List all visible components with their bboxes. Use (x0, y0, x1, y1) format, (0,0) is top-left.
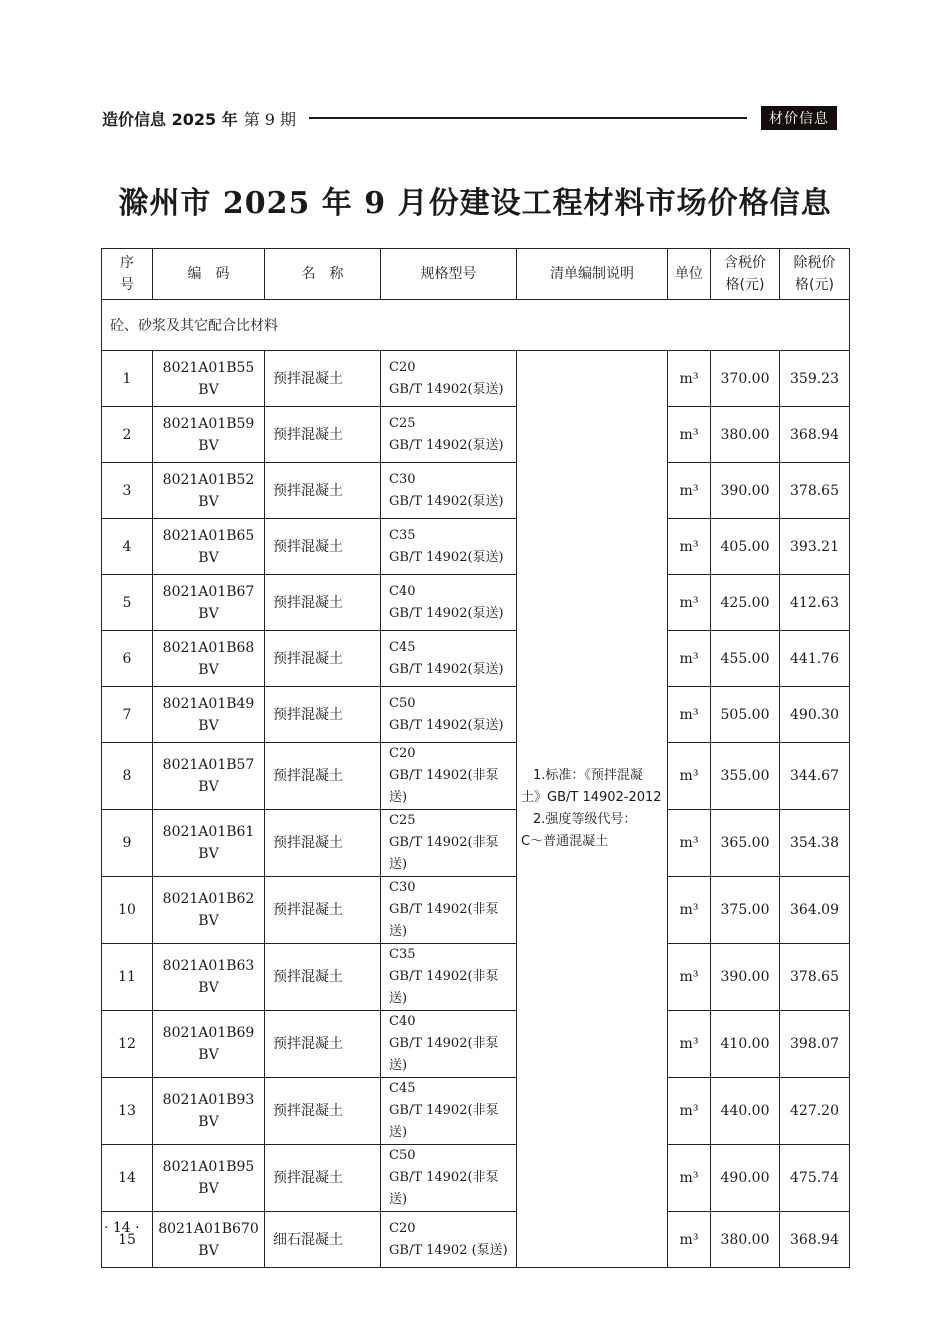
cell-seq: 2 (102, 407, 153, 463)
table-row (102, 877, 850, 944)
cell-name: 预拌混凝土 (265, 1011, 381, 1078)
table-row (102, 1011, 850, 1078)
cell-name: 预拌混凝土 (265, 743, 381, 810)
cell-price-tax: 505.00 (711, 687, 780, 743)
cell-price-tax: 380.00 (711, 407, 780, 463)
header-note: 清单编制说明 (517, 249, 668, 300)
table-row (102, 1078, 850, 1145)
cell-spec: C50 GB/T 14902(泵送) (381, 687, 517, 743)
section-title: 砼、砂浆及其它配合比材料 (102, 300, 850, 351)
cell-name: 预拌混凝土 (265, 687, 381, 743)
cell-name: 预拌混凝土 (265, 944, 381, 1011)
cell-code: 8021A01B69 BV (153, 1011, 265, 1078)
cell-unit: m³ (668, 743, 711, 810)
cell-name: 预拌混凝土 (265, 631, 381, 687)
header-name: 名 称 (265, 249, 381, 300)
cell-code: 8021A01B52 BV (153, 463, 265, 519)
cell-price-tax: 370.00 (711, 351, 780, 407)
cell-seq: 5 (102, 575, 153, 631)
cell-price-notax: 344.67 (780, 743, 850, 810)
cell-seq: 14 (102, 1145, 153, 1212)
cell-code: 8021A01B65 BV (153, 519, 265, 575)
cell-seq: 3 (102, 463, 153, 519)
table-row (102, 463, 850, 519)
header-spec: 规格型号 (381, 249, 517, 300)
cell-price-tax: 365.00 (711, 810, 780, 877)
table-row (102, 1145, 850, 1212)
table-row (102, 810, 850, 877)
table-row (102, 351, 850, 407)
cell-price-notax: 354.38 (780, 810, 850, 877)
cell-unit: m³ (668, 1212, 711, 1268)
table-row (102, 743, 850, 810)
cell-spec: C25 GB/T 14902(非泵送) (381, 810, 517, 877)
cell-seq: 10 (102, 877, 153, 944)
cell-seq: 9 (102, 810, 153, 877)
cell-code: 8021A01B63 BV (153, 944, 265, 1011)
cell-unit: m³ (668, 407, 711, 463)
cell-spec: C45 GB/T 14902(非泵送) (381, 1078, 517, 1145)
cell-price-notax: 475.74 (780, 1145, 850, 1212)
cell-code: 8021A01B55 BV (153, 351, 265, 407)
cell-code: 8021A01B67 BV (153, 575, 265, 631)
cell-price-notax: 427.20 (780, 1078, 850, 1145)
table-row (102, 519, 850, 575)
cell-seq: 12 (102, 1011, 153, 1078)
cell-code: 8021A01B68 BV (153, 631, 265, 687)
cell-name: 预拌混凝土 (265, 575, 381, 631)
cell-spec: C45 GB/T 14902(泵送) (381, 631, 517, 687)
cell-price-notax: 359.23 (780, 351, 850, 407)
cell-price-tax: 380.00 (711, 1212, 780, 1268)
table-row (102, 687, 850, 743)
cell-name: 预拌混凝土 (265, 463, 381, 519)
cell-price-tax: 405.00 (711, 519, 780, 575)
cell-unit: m³ (668, 575, 711, 631)
cell-code: 8021A01B95 BV (153, 1145, 265, 1212)
cell-price-tax: 410.00 (711, 1011, 780, 1078)
cell-unit: m³ (668, 463, 711, 519)
header-code: 编 码 (153, 249, 265, 300)
table-row (102, 407, 850, 463)
cell-unit: m³ (668, 1145, 711, 1212)
cell-price-tax: 440.00 (711, 1078, 780, 1145)
cell-note-shared: 1.标准：《预拌混凝 土》GB/T 14902-2012 2.强度等级代号： C～普通混凝土 (517, 351, 668, 1268)
cell-name: 预拌混凝土 (265, 519, 381, 575)
section-badge: 材价信息 (761, 106, 837, 130)
cell-seq: 7 (102, 687, 153, 743)
publication-info (102, 107, 296, 130)
page-number: · 14 · (104, 1220, 140, 1236)
cell-spec: C20 GB/T 14902(非泵送) (381, 743, 517, 810)
cell-spec: C20 GB/T 14902 (泵送) (381, 1212, 517, 1268)
table-row (102, 1212, 850, 1268)
cell-name: 预拌混凝土 (265, 407, 381, 463)
cell-price-notax: 378.65 (780, 944, 850, 1011)
cell-price-tax: 390.00 (711, 944, 780, 1011)
cell-spec: C35 GB/T 14902(非泵送) (381, 944, 517, 1011)
cell-spec: C50 GB/T 14902(非泵送) (381, 1145, 517, 1212)
cell-seq: 11 (102, 944, 153, 1011)
cell-unit: m³ (668, 1011, 711, 1078)
cell-price-notax: 368.94 (780, 407, 850, 463)
running-header (102, 105, 837, 131)
cell-unit: m³ (668, 631, 711, 687)
cell-price-notax: 393.21 (780, 519, 850, 575)
cell-code: 8021A01B62 BV (153, 877, 265, 944)
cell-unit: m³ (668, 877, 711, 944)
cell-unit: m³ (668, 351, 711, 407)
cell-price-tax: 355.00 (711, 743, 780, 810)
cell-code: 8021A01B49 BV (153, 687, 265, 743)
cell-spec: C40 GB/T 14902(非泵送) (381, 1011, 517, 1078)
cell-code: 8021A01B59 BV (153, 407, 265, 463)
cell-code: 8021A01B670 BV (153, 1212, 265, 1268)
cell-price-notax: 398.07 (780, 1011, 850, 1078)
table-row (102, 631, 850, 687)
cell-spec: C40 GB/T 14902(泵送) (381, 575, 517, 631)
cell-unit: m³ (668, 944, 711, 1011)
cell-name: 预拌混凝土 (265, 351, 381, 407)
header-rule (309, 117, 747, 119)
cell-seq: 15 (102, 1212, 153, 1268)
cell-price-tax: 390.00 (711, 463, 780, 519)
cell-spec: C35 GB/T 14902(泵送) (381, 519, 517, 575)
cell-price-notax: 368.94 (780, 1212, 850, 1268)
cell-name: 预拌混凝土 (265, 1078, 381, 1145)
cell-unit: m³ (668, 687, 711, 743)
cell-spec: C30 GB/T 14902(非泵送) (381, 877, 517, 944)
cell-name: 预拌混凝土 (265, 1145, 381, 1212)
cell-price-notax: 490.30 (780, 687, 850, 743)
page-title: 滁州市 2025 年 9 月份建设工程材料市场价格信息 (118, 186, 832, 221)
cell-seq: 8 (102, 743, 153, 810)
cell-name: 细石混凝土 (265, 1212, 381, 1268)
cell-price-tax: 455.00 (711, 631, 780, 687)
header-seq: 序 号 (102, 249, 153, 300)
cell-code: 8021A01B93 BV (153, 1078, 265, 1145)
publication-name: 造价信息 2025 年 (102, 110, 238, 129)
cell-unit: m³ (668, 519, 711, 575)
cell-price-notax: 378.65 (780, 463, 850, 519)
cell-price-tax: 425.00 (711, 575, 780, 631)
cell-seq: 4 (102, 519, 153, 575)
cell-unit: m³ (668, 810, 711, 877)
cell-price-notax: 364.09 (780, 877, 850, 944)
cell-name: 预拌混凝土 (265, 810, 381, 877)
table-row (102, 575, 850, 631)
cell-seq: 6 (102, 631, 153, 687)
cell-spec: C20 GB/T 14902(泵送) (381, 351, 517, 407)
cell-code: 8021A01B57 BV (153, 743, 265, 810)
cell-spec: C30 GB/T 14902(泵送) (381, 463, 517, 519)
cell-price-notax: 441.76 (780, 631, 850, 687)
cell-price-notax: 412.63 (780, 575, 850, 631)
cell-spec: C25 GB/T 14902(泵送) (381, 407, 517, 463)
cell-price-tax: 490.00 (711, 1145, 780, 1212)
cell-seq: 13 (102, 1078, 153, 1145)
price-table (101, 248, 850, 1268)
table-row (102, 944, 850, 1011)
header-unit: 单位 (668, 249, 711, 300)
header-price-tax: 含税价 格(元) (711, 249, 780, 300)
cell-unit: m³ (668, 1078, 711, 1145)
cell-seq: 1 (102, 351, 153, 407)
header-price-notax: 除税价 格(元) (780, 249, 850, 300)
issue-number: 第 9 期 (243, 110, 297, 129)
cell-name: 预拌混凝土 (265, 877, 381, 944)
section-row (102, 300, 850, 351)
table-header-row (102, 249, 850, 300)
cell-price-tax: 375.00 (711, 877, 780, 944)
cell-code: 8021A01B61 BV (153, 810, 265, 877)
